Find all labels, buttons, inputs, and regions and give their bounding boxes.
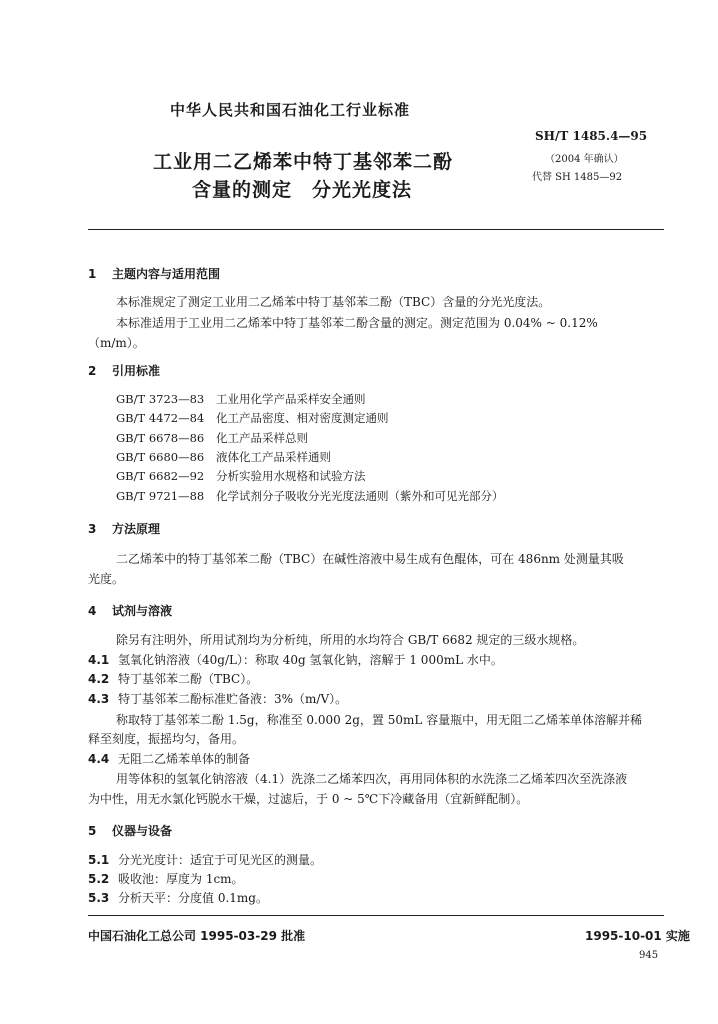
reference-item xyxy=(116,468,366,484)
reference-title: 化工产品采样总则 xyxy=(216,431,308,445)
clause-5-1 xyxy=(88,851,322,868)
clause-text: 特丁基邻苯二酚（TBC）。 xyxy=(118,672,259,686)
section-title: 引用标准 xyxy=(112,364,161,378)
reference-title: 化学试剂分子吸收分光光度法通则（紫外和可见光部分） xyxy=(216,489,504,503)
reference-code: GB/T 6682—92 xyxy=(116,469,205,483)
paragraph-continuation: 光度。 xyxy=(88,572,125,586)
clause-number: 4.1 xyxy=(88,653,110,667)
clause-number: 4.2 xyxy=(88,672,110,686)
section-heading-4 xyxy=(88,602,172,619)
section-heading-2 xyxy=(88,362,160,379)
section-number: 1 xyxy=(88,267,97,281)
clause-5-2 xyxy=(88,870,244,887)
clause-number: 4.4 xyxy=(88,752,110,766)
section-heading-3 xyxy=(88,520,160,537)
document-title-line1: 工业用二乙烯苯中特丁基邻苯二酚 xyxy=(153,151,454,173)
reference-item xyxy=(116,410,389,426)
paragraph: 本标准适用于工业用二乙烯苯中特丁基邻苯二酚含量的测定。测定范围为 0.04% ~ 0.12% xyxy=(116,316,598,330)
reference-item xyxy=(116,391,366,407)
section-number: 2 xyxy=(88,364,97,378)
clause-text: 分析天平：分度值 0.1mg。 xyxy=(118,891,268,905)
clause-number: 5.3 xyxy=(88,891,110,905)
reference-title: 液体化工产品采样通则 xyxy=(216,450,331,464)
section-number: 5 xyxy=(88,824,97,838)
clause-4-3 xyxy=(88,690,347,707)
paragraph: 二乙烯苯中的特丁基邻苯二酚（TBC）在碱性溶液中易生成有色醌体，可在 486nm 处测量其吸 xyxy=(116,552,624,566)
paragraph: 除另有注明外，所用试剂均为分析纯，所用的水均符合 GB/T 6682 规定的三级水规格。 xyxy=(116,633,585,647)
clause-4-2 xyxy=(88,670,258,687)
reference-item xyxy=(116,488,504,504)
paragraph: 称取特丁基邻苯二酚 1.5g，称准至 0.000 2g，置 50mL 容量瓶中，用无阻二乙烯苯单体溶解并稀 xyxy=(116,713,643,727)
reference-title: 分析实验用水规格和试验方法 xyxy=(216,469,366,483)
clause-4-1 xyxy=(88,651,503,668)
clause-text: 吸收池：厚度为 1cm。 xyxy=(118,872,244,886)
reference-title: 工业用化学产品采样安全通则 xyxy=(216,392,366,406)
section-title: 主题内容与适用范围 xyxy=(112,267,221,281)
reference-item xyxy=(116,430,308,446)
reference-title: 化工产品密度、相对密度测定通则 xyxy=(216,411,389,425)
issuing-organization: 中华人民共和国石油化工行业标准 xyxy=(170,101,411,119)
header-divider xyxy=(88,229,664,230)
clause-text: 分光光度计：适宜于可见光区的测量。 xyxy=(118,853,323,867)
reaffirmed-note: （2004 年确认） xyxy=(545,154,624,165)
reference-code: GB/T 6680—86 xyxy=(116,450,205,464)
paragraph-continuation: 释至刻度，振摇均匀，备用。 xyxy=(88,732,245,746)
standard-code: SH/T 1485.4—95 xyxy=(535,129,648,143)
clause-4-4 xyxy=(88,750,250,767)
clause-text: 无阻二乙烯苯单体的制备 xyxy=(118,752,251,766)
footer-divider xyxy=(88,915,664,916)
paragraph: 用等体积的氢氧化钠溶液（4.1）洗涤二乙烯苯四次，再用同体积的水洗涤二乙烯苯四次至洗涤液 xyxy=(116,772,628,786)
reference-code: GB/T 6678—86 xyxy=(116,431,205,445)
reference-code: GB/T 3723—83 xyxy=(116,392,205,406)
reference-item xyxy=(116,449,331,465)
section-title: 仪器与设备 xyxy=(112,824,173,838)
section-number: 4 xyxy=(88,604,97,618)
section-heading-5 xyxy=(88,822,172,839)
clause-text: 特丁基邻苯二酚标准贮备液：3%（m/V）。 xyxy=(118,692,348,706)
section-title: 试剂与溶液 xyxy=(112,604,173,618)
clause-text: 氢氧化钠溶液（40g/L）：称取 40g 氢氧化钠，溶解于 1 000mL 水中。 xyxy=(118,653,503,667)
document-title-line2: 含量的测定 分光光度法 xyxy=(192,179,413,201)
effective-date: 1995-10-01 实施 xyxy=(585,929,690,943)
approval-note: 中国石油化工总公司 1995-03-29 批准 xyxy=(88,929,306,943)
clause-number: 5.1 xyxy=(88,853,110,867)
replaces-note: 代替 SH 1485—92 xyxy=(532,172,623,183)
reference-code: GB/T 9721—88 xyxy=(116,489,205,503)
reference-code: GB/T 4472—84 xyxy=(116,411,205,425)
section-title: 方法原理 xyxy=(112,522,161,536)
clause-5-3 xyxy=(88,889,268,906)
page-number: 945 xyxy=(639,950,659,961)
section-heading-1 xyxy=(88,265,220,282)
paragraph: 本标准规定了测定工业用二乙烯苯中特丁基邻苯二酚（TBC）含量的分光光度法。 xyxy=(116,295,551,309)
paragraph-continuation: 为中性，用无水氯化钙脱水干燥，过滤后，于 0 ~ 5℃下冷藏备用（宜新鲜配制）。 xyxy=(88,792,529,806)
clause-number: 4.3 xyxy=(88,692,110,706)
clause-number: 5.2 xyxy=(88,872,110,886)
section-number: 3 xyxy=(88,522,97,536)
paragraph-continuation: （m/m）。 xyxy=(88,336,145,350)
